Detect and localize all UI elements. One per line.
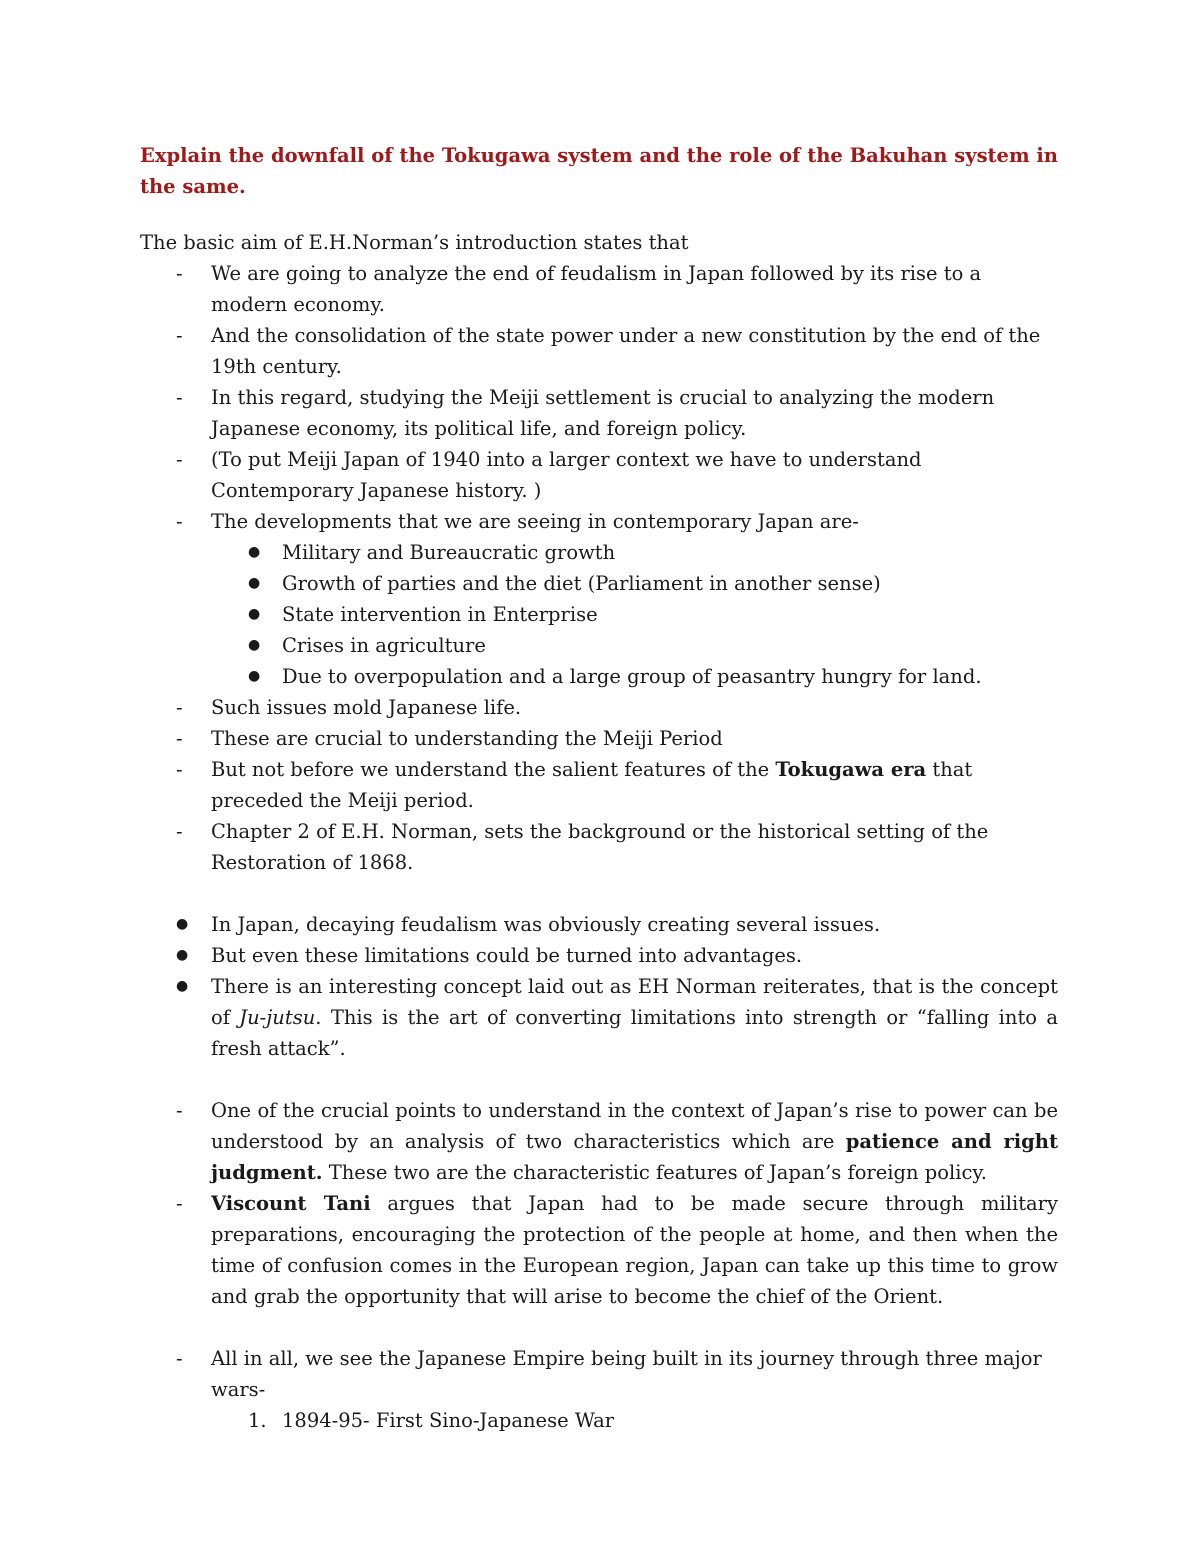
bold-term: patience and right judgment. (211, 1130, 1058, 1184)
list-item: ● Crises in agriculture (140, 630, 1058, 661)
document-title: Explain the downfall of the Tokugawa system and the role of the Bakuhan system in the same. (140, 144, 1058, 198)
dash-marker: - (176, 696, 183, 719)
dash-marker: - (176, 758, 183, 781)
dash-marker: - (176, 324, 183, 347)
list-item: - And the consolidation of the state power under a new constitution by the end of the 19th century. (140, 320, 1058, 382)
dash-list-policy (140, 1095, 1058, 1312)
bullet-marker: ● (248, 544, 261, 560)
list-item: - Chapter 2 of E.H. Norman, sets the background or the historical setting of the Restoration of 1868. (140, 816, 1058, 878)
dash-marker: - (176, 510, 183, 533)
developments-list (140, 537, 1058, 692)
dash-list-intro (140, 258, 1058, 537)
wars-list (140, 1405, 1058, 1436)
list-item: ● There is an interesting concept laid out as EH Norman reiterates, that is the concept of Ju-jutsu. This is the art of converting limitations into strength or “falling into a fresh attack”. (140, 971, 1058, 1064)
list-item: - One of the crucial points to understand in the context of Japan’s rise to power can be understood by an analysis of two characteristics which are patience and right judgment. These two are the characteristic features of Japan’s foreign policy. (140, 1095, 1058, 1188)
list-item: ● Growth of parties and the diet (Parliament in another sense) (140, 568, 1058, 599)
dash-marker: - (176, 1099, 183, 1122)
bullet-marker: ● (248, 606, 261, 622)
bold-term: Viscount Tani (211, 1192, 371, 1215)
list-item: ● State intervention in Enterprise (140, 599, 1058, 630)
document-body (140, 140, 1058, 1436)
intro-paragraph: The basic aim of E.H.Norman’s introduction states that (140, 231, 689, 254)
bullet-marker: ● (176, 916, 189, 932)
bullet-marker: ● (176, 978, 189, 994)
bullet-marker: ● (248, 575, 261, 591)
list-item: - All in all, we see the Japanese Empire being built in its journey through three major wars- (140, 1343, 1058, 1405)
list-item: ● But even these limitations could be turned into advantages. (140, 940, 1058, 971)
list-item: ● Military and Bureaucratic growth (140, 537, 1058, 568)
list-item: ● In Japan, decaying feudalism was obviously creating several issues. (140, 909, 1058, 940)
list-item: 1. 1894-95- First Sino-Japanese War (140, 1405, 1058, 1436)
dash-marker: - (176, 1192, 183, 1215)
dash-list-wars (140, 1343, 1058, 1405)
dash-marker: - (176, 820, 183, 843)
list-item: - We are going to analyze the end of feudalism in Japan followed by its rise to a modern economy. (140, 258, 1058, 320)
list-item: - Viscount Tani argues that Japan had to be made secure through military preparations, encouraging the protection of the people at home, and then when the time of confusion comes in the European region, Japan can take up this time to grow and grab the opportunity that will arise to become the chief of the Orient. (140, 1188, 1058, 1312)
list-item: - These are crucial to understanding the Meiji Period (140, 723, 1058, 754)
dash-marker: - (176, 448, 183, 471)
bullet-marker: ● (248, 637, 261, 653)
list-item: - (To put Meiji Japan of 1940 into a larger context we have to understand Contemporary Japanese history. ) (140, 444, 1058, 506)
list-item: - Such issues mold Japanese life. (140, 692, 1058, 723)
list-item: ● Due to overpopulation and a large group of peasantry hungry for land. (140, 661, 1058, 692)
bullet-list-jujutsu (140, 909, 1058, 1064)
number-marker: 1. (248, 1409, 267, 1432)
dash-list-meiji (140, 692, 1058, 878)
bullet-marker: ● (176, 947, 189, 963)
bold-term: Tokugawa era (775, 758, 927, 781)
dash-marker: - (176, 386, 183, 409)
list-item: - The developments that we are seeing in contemporary Japan are- (140, 506, 1058, 537)
dash-marker: - (176, 727, 183, 750)
italic-term: Ju-jutsu (239, 1006, 316, 1029)
list-item: - In this regard, studying the Meiji settlement is crucial to analyzing the modern Japanese economy, its political life, and foreign policy. (140, 382, 1058, 444)
dash-marker: - (176, 1347, 183, 1370)
list-item: - But not before we understand the salient features of the Tokugawa era that preceded the Meiji period. (140, 754, 1058, 816)
bullet-marker: ● (248, 668, 261, 684)
dash-marker: - (176, 262, 183, 285)
